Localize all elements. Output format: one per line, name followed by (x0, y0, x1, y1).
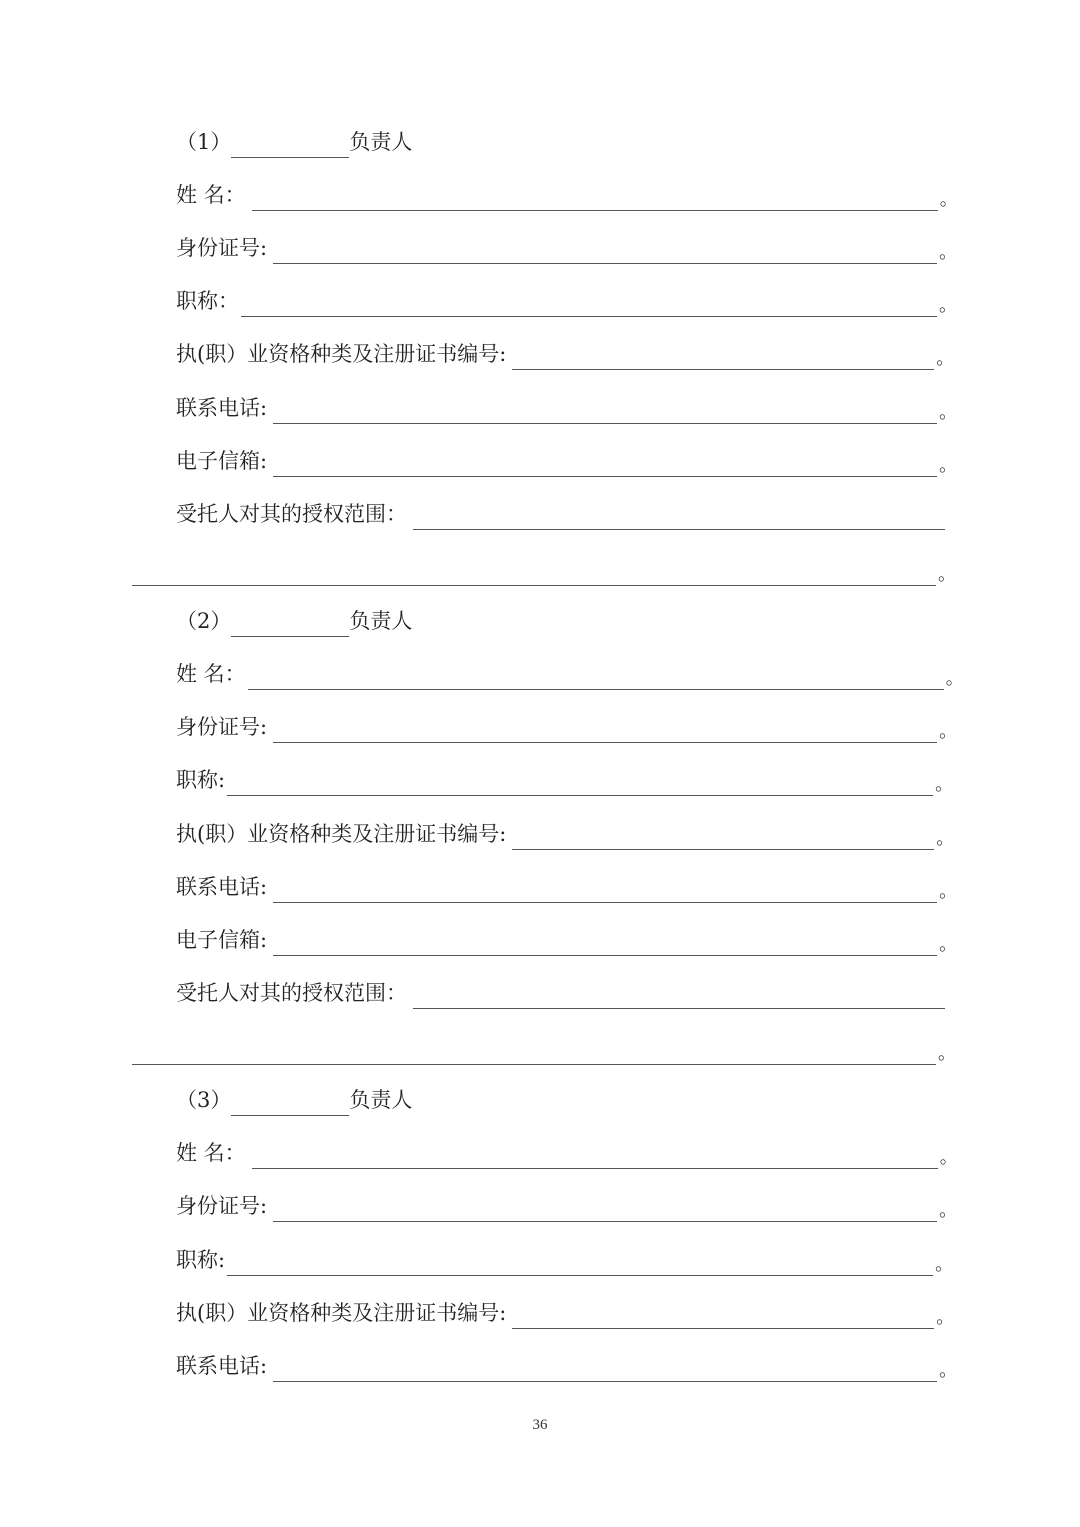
name-row (176, 1139, 958, 1169)
period: 。 (935, 774, 954, 795)
header-suffix: 负责人 (349, 609, 413, 633)
section-number: （1） (176, 130, 232, 154)
scope-continuation-blank[interactable] (132, 563, 936, 586)
period: 。 (939, 881, 958, 902)
id-number-blank[interactable] (273, 1199, 937, 1222)
section-1-header (176, 128, 412, 158)
unit-blank[interactable] (231, 135, 349, 158)
phone-row (176, 394, 957, 424)
phone-blank[interactable] (273, 1359, 937, 1382)
title-blank[interactable] (227, 1253, 933, 1276)
email-row (176, 926, 957, 956)
id-number-row (176, 234, 957, 264)
email-blank[interactable] (273, 933, 937, 956)
qualification-label: 执(职）业资格种类及注册证书编号: (176, 342, 507, 366)
title-label: 职称: (176, 1248, 226, 1272)
phone-label: 联系电话: (176, 875, 268, 899)
id-number-label: 身份证号: (176, 1194, 268, 1218)
scope-row (176, 979, 945, 1009)
email-label: 电子信箱: (176, 928, 268, 952)
header-suffix: 负责人 (349, 1088, 413, 1112)
period: 。 (938, 1043, 956, 1064)
title-label: 职称： (176, 289, 239, 313)
period: 。 (945, 668, 964, 689)
email-label: 电子信箱: (176, 449, 268, 473)
id-number-label: 身份证号: (176, 715, 268, 739)
unit-blank[interactable] (231, 614, 349, 637)
name-blank[interactable] (252, 1146, 938, 1169)
name-row (176, 660, 964, 690)
title-row (176, 287, 957, 317)
scope-continuation-blank[interactable] (132, 1042, 936, 1065)
phone-label: 联系电话: (176, 396, 268, 420)
title-row (176, 766, 953, 796)
section-2-header (176, 607, 412, 637)
email-row (176, 447, 957, 477)
header-suffix: 负责人 (349, 130, 413, 154)
phone-row (176, 873, 957, 903)
qualification-row (176, 340, 954, 370)
id-number-label: 身份证号: (176, 236, 268, 260)
scope-blank[interactable] (413, 986, 945, 1009)
unit-blank[interactable] (231, 1093, 349, 1116)
scope-continuation-row (132, 1035, 956, 1065)
period: 。 (939, 1360, 958, 1381)
section-number: （3） (176, 1088, 232, 1112)
qualification-row (176, 1299, 954, 1329)
phone-label: 联系电话: (176, 1354, 268, 1378)
scope-label: 受托人对其的授权范围： (176, 981, 407, 1005)
qualification-blank[interactable] (512, 347, 934, 370)
qualification-label: 执(职）业资格种类及注册证书编号: (176, 822, 507, 846)
qualification-label: 执(职）业资格种类及注册证书编号: (176, 1301, 507, 1325)
name-label: 姓 名： (176, 662, 246, 686)
period: 。 (938, 564, 956, 585)
page-number: 36 (532, 1417, 548, 1433)
qualification-row (176, 820, 954, 850)
email-blank[interactable] (273, 454, 937, 477)
id-number-row (176, 1192, 957, 1222)
id-number-blank[interactable] (273, 720, 937, 743)
period: 。 (939, 1200, 958, 1221)
title-label: 职称: (176, 768, 226, 792)
name-blank[interactable] (252, 188, 938, 211)
title-blank[interactable] (227, 773, 933, 796)
period: 。 (935, 1254, 954, 1275)
id-number-blank[interactable] (273, 241, 937, 264)
title-row (176, 1246, 953, 1276)
name-label: 姓 名： (176, 1141, 246, 1165)
scope-row (176, 500, 945, 530)
title-blank[interactable] (241, 294, 937, 317)
period: 。 (939, 189, 958, 210)
scope-label: 受托人对其的授权范围： (176, 502, 407, 526)
section-number: （2） (176, 609, 232, 633)
period: 。 (939, 934, 958, 955)
name-label: 姓 名： (176, 183, 246, 207)
qualification-blank[interactable] (512, 1306, 934, 1329)
period: 。 (939, 455, 958, 476)
id-number-row (176, 713, 957, 743)
phone-row (176, 1352, 957, 1382)
scope-blank[interactable] (413, 507, 945, 530)
scope-continuation-row (132, 556, 956, 586)
qualification-blank[interactable] (512, 827, 934, 850)
period: 。 (936, 1307, 955, 1328)
period: 。 (936, 348, 955, 369)
period: 。 (939, 242, 958, 263)
period: 。 (939, 295, 957, 316)
period: 。 (939, 721, 958, 742)
section-3-header (176, 1086, 412, 1116)
phone-blank[interactable] (273, 401, 937, 424)
phone-blank[interactable] (273, 880, 937, 903)
period: 。 (939, 402, 958, 423)
name-blank[interactable] (248, 667, 944, 690)
name-row (176, 181, 958, 211)
period: 。 (936, 828, 955, 849)
period: 。 (939, 1147, 958, 1168)
